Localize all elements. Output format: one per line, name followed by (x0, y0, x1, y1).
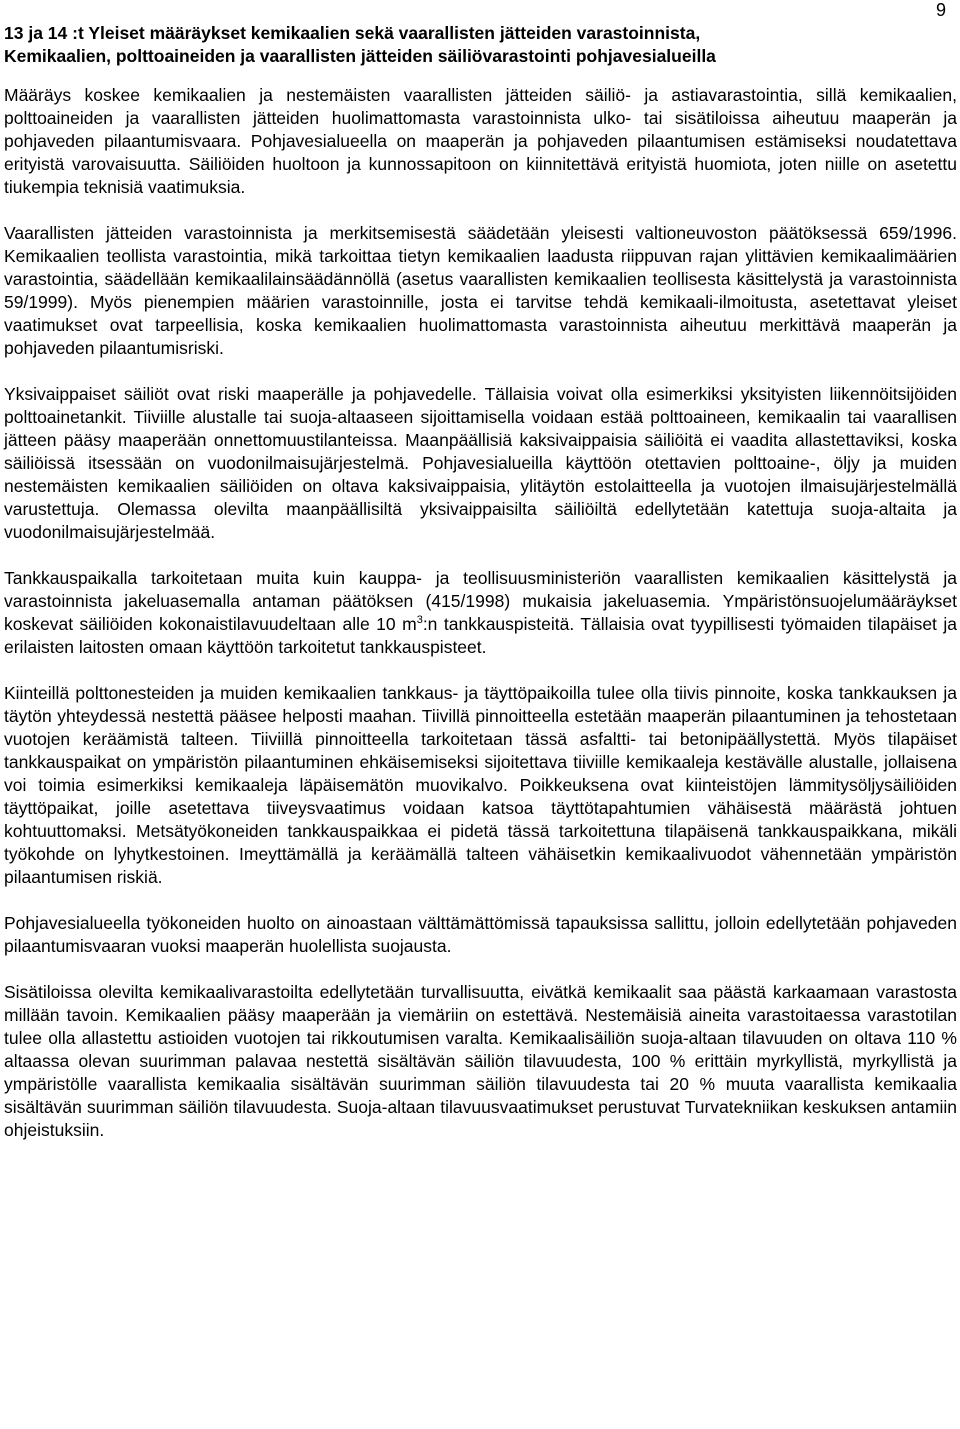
paragraph-indoor-chemical-storage: Sisätiloissa olevilta kemikaalivarastoilta edellytetään turvallisuutta, eivätkä kemikaalit saa päästä karkaamaan varastosta millään tavoin. Kemikaalien pääsy maaperään ja viemäriin on estettävä. Nestemäisiä aineita varastoitaessa varastotilan tulee olla allastettu astioiden vuotojen tai rikkoutumisen varalta. Kemikaalisäiliön suoja-altaan tilavuuden on oltava 110 % altaassa olevan suurimman palavaa nestettä sisältävän säiliön tilavuudesta, 100 % erittäin myrkyllistä, myrkyllistä ja ympäristölle vaarallista kemikaalia sisältävän suurimman säiliön tilavuudesta tai 20 % muuta vaarallista kemikaalia sisältävän suurimman säiliön tilavuudesta. Suoja-altaan tilavuusvaatimukset perustuvat Turvatekniikan keskuksen antamiin ohjeistuksiin. (4, 982, 957, 1140)
section-heading-line-2: Kemikaalien, polttoaineiden ja vaarallisten jätteiden säiliövarastointi pohjavesialueilla (4, 46, 716, 66)
document-body (4, 22, 957, 1165)
section-heading-line-1: 13 ja 14 :t Yleiset määräykset kemikaalien sekä vaarallisten jätteiden varastoinnista, (4, 23, 701, 43)
paragraph-refueling-points (4, 567, 957, 659)
paragraph-fueling-surface-coating: Kiinteillä polttonesteiden ja muiden kemikaalien tankkaus- ja täyttöpaikoilla tulee olla tiivis pinnoite, koska tankkauksen ja täytön yhteydessä nestettä pääsee helposti maahan. Tiivillä pinnoitteella estetään maaperän pilaantuminen ja tehostetaan vuotojen keräämistä talteen. Tiiviillä pinnoitteella tarkoitetaan tässä asfaltti- tai betonipäällystettä. Myös tilapäiset tankkauspaikat on ympäristön pilaantuminen ehkäisemiseksi sijoitettava tiiviille kemikaaleja kestävälle alustalle, jollaisena voi toimia esimerkiksi kemikaaleja läpäisemätön muovikalvo. Poikkeuksena ovat kiinteistöjen lämmitysöljysäiliöiden täyttöpaikat, joille asetettava tiiveysvaatimus voidaan katsoa täyttötapahtumien vähäisestä määrästä johtuen kohtuuttomaksi. Metsätyökoneiden tankkauspaikkaa ei pidetä tässä tarkoitettuna tilapäisenä tankkauspaikkana, mikäli työkohde on lyhytkestoinen. Imeyttämällä ja keräämällä talteen vähäisetkin kemikaalivuodot vähennetään ympäristön pilaantumisen riskiä. (4, 683, 957, 887)
page-number: 9 (935, 0, 946, 20)
cubic-superscript: 3 (416, 614, 423, 627)
paragraph-machine-maintenance: Pohjavesialueella työkoneiden huolto on ainoastaan välttämättömissä tapauksissa sallittu, jolloin edellytetään pohjaveden pilaantumisvaaran vuoksi maaperän huolellista suojausta. (4, 913, 957, 956)
section-heading (4, 22, 957, 68)
paragraph-storage-regulation: Määräys koskee kemikaalien ja nestemäisten vaarallisten jätteiden säiliö- ja astiavarastointia, sillä kemikaalien, polttoaineiden ja vaarallisten jätteiden huolimattomasta varastoinnista ulko- tai sisätiloissa aiheutuu maaperän ja pohjaveden pilaantumisvaara. Pohjavesialueella on maaperän ja pohjaveden pilaantumisen estämiseksi noudatettava erityistä varovaisuutta. Säiliöiden huoltoon ja kunnossapitoon on kiinnitettävä erityistä huomiota, joten niille on asetettu tiukempia teknisiä vaatimuksia. (4, 85, 957, 197)
refueling-text-part-2: :n tankkauspisteitä. Tällaisia ovat tyypillisesti työmaiden tilapäiset ja erilaisten laitosten omaan käyttöön tarkoitetut tankkauspisteet. (4, 614, 957, 657)
paragraph-hazardous-waste-storage: Vaarallisten jätteiden varastoinnista ja merkitsemisestä säädetään yleisesti valtioneuvoston päätöksessä 659/1996. Kemikaalien teollista varastointia, mikä tarkoittaa tietyn kemikaalien laadusta riippuvan rajan ylittävien kemikaalimäärien varastointia, säädellään kemikaalilainsäädännöllä (asetus vaarallisten kemikaalien teollisesta käsittelystä ja varastoinnista 59/1999). Myös pienempien määrien varastoinnille, josta ei tarvitse tehdä kemikaali-ilmoitusta, asetettavat yleiset vaatimukset ovat tarpeellisia, koska kemikaalien huolimattomasta varastoinnista aiheutuu merkittävä maaperän ja pohjaveden pilaantumisriski. (4, 223, 957, 358)
paragraph-single-wall-tanks: Yksivaippaiset säiliöt ovat riski maaperälle ja pohjavedelle. Tällaisia voivat olla esimerkiksi yksityisten liikennöitsijöiden polttoainetankit. Tiiviille alustalle tai suoja-altaaseen sijoittamisella voidaan estää polttoaineen, kemikaalin tai vaarallisen jätteen pääsy maaperään onnettomuustilanteissa. Maanpäällisiä kaksivaippaisia säiliöitä ei vaadita allastettaviksi, koska säiliöissä itsessään on vuodonilmaisujärjestelmä. Pohjavesialueilla käyttöön otettavien polttoaine-, öljy ja muiden nestemäisten kemikaalien säiliöiden on oltava kaksivaippaisia, ylitäytön estolaitteella ja vuotojen ilmaisujärjestelmällä varustettuja. Olemassa olevilta maanpäällisiltä yksivaippaisilta säiliöiltä edellytetään katettuja suoja-altaita ja vuodonilmaisujärjestelmää. (4, 384, 957, 542)
refueling-text-part-1: Tankkauspaikalla tarkoitetaan muita kuin kauppa- ja teollisuusministeriön vaarallisten kemikaalien käsittelystä ja varastoinnista jakeluasemalla antaman päätöksen (415/1998) mukaisia jakeluasemia. Ympäristönsuojelumääräykset koskevat säiliöiden kokonaistilavuudeltaan alle 10 m (4, 568, 957, 634)
